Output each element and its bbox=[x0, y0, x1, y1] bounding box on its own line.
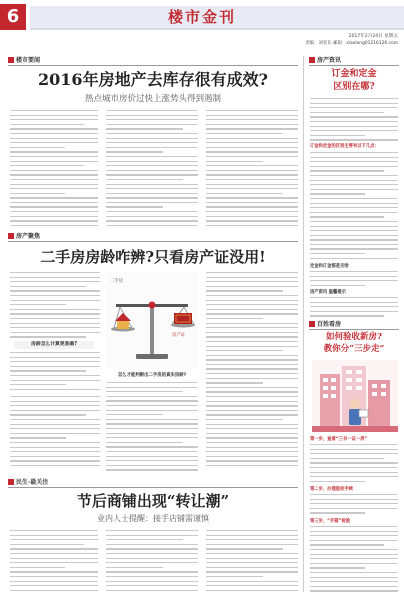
article3-col3-text bbox=[206, 530, 298, 594]
article2-col1-text-end bbox=[10, 396, 100, 472]
right-article1-text-1 bbox=[310, 98, 398, 142]
section-header-encyclopedia: 百姓看房 bbox=[309, 320, 399, 330]
right-article2-title-line1: 如何验收新房? bbox=[326, 332, 382, 342]
section-header-livelihood: 民生·最关注 bbox=[8, 478, 298, 488]
article2-headline: 二手房房龄咋辨?只看房产证没用! bbox=[40, 248, 266, 266]
certificate-label: 房产证 bbox=[172, 333, 186, 338]
right-article2-title-line2: 教你分“三步走” bbox=[323, 344, 385, 354]
article1-col2-text bbox=[106, 110, 198, 226]
article1-col1-text bbox=[10, 110, 98, 226]
right-article1-title-line2: 区别在哪? bbox=[333, 82, 375, 92]
right-article1-text-2 bbox=[310, 152, 398, 262]
article2-inline-title: 房龄怎么计算更准确? bbox=[31, 342, 77, 347]
article1-col3-text bbox=[206, 110, 298, 226]
step1-title: 第一步，查看“三书一证一表” bbox=[310, 437, 368, 442]
step1-text bbox=[310, 444, 398, 484]
article2-col1-text-top bbox=[10, 272, 100, 340]
section-marker-icon bbox=[8, 233, 14, 239]
section-header-house-focus: 房产聚焦 bbox=[8, 232, 298, 242]
article3-headline: 节后商铺出现“转让潮” bbox=[76, 492, 230, 510]
article2-col1-text-bottom bbox=[10, 352, 100, 392]
scale-label: 二手房 bbox=[110, 279, 124, 284]
article1-subheadline: 热点城市房价过快上涨势头得到遏制 bbox=[84, 94, 221, 104]
issue-date: 2017年2月24日 星期五 bbox=[348, 34, 398, 39]
right-article1-note2: 房产资讯 温馨提示 bbox=[310, 290, 346, 295]
article2-col3-text bbox=[206, 272, 298, 472]
right-article1-note1: 定金和订金都是交给 bbox=[310, 264, 349, 269]
building-inspection-icon bbox=[312, 360, 398, 432]
step3-text bbox=[310, 526, 398, 594]
section-marker-icon bbox=[309, 321, 315, 327]
article3-col1-text bbox=[10, 530, 98, 594]
article3-subheadline: 业内人士提醒：接手店铺需谨慎 bbox=[97, 514, 209, 523]
section-header-property-info: 房产资讯 bbox=[309, 56, 399, 66]
article2-mid-title: 怎么才能判断出二手房的真实房龄? bbox=[117, 373, 187, 378]
article2-mid-title-box bbox=[106, 372, 198, 380]
right-article1-inline-title: 订金和定金的区别主要有以下几点： bbox=[310, 144, 379, 149]
column-divider bbox=[303, 56, 304, 592]
article1-headline: 2016年房地产去库存很有成效? bbox=[38, 70, 268, 89]
step3-title: 第三步，“开箱”检验 bbox=[310, 519, 351, 524]
editor-line: 责编：刘亚东 邮箱：xiaolong01216126.com bbox=[305, 41, 398, 46]
section-marker-icon bbox=[309, 57, 315, 63]
scale-illustration-icon bbox=[106, 272, 198, 368]
step2-text bbox=[310, 494, 398, 516]
right-article2-illustration bbox=[312, 360, 398, 432]
right-article1-text-3 bbox=[310, 271, 398, 287]
section-marker-icon bbox=[8, 479, 14, 485]
right-article1-text-4 bbox=[310, 297, 398, 317]
section-title: 楼市金刊 bbox=[167, 8, 236, 26]
section-marker-icon bbox=[8, 57, 14, 63]
right-article1-title-line1: 订金和定金 bbox=[331, 69, 377, 79]
section-header-market-news: 楼市要闻 bbox=[8, 56, 298, 66]
article2-illustration bbox=[106, 272, 198, 368]
article2-inline-title-box bbox=[14, 341, 94, 349]
article2-col2-text bbox=[106, 382, 198, 474]
page-number: 6 bbox=[0, 4, 26, 30]
step2-title: 第二步，办理验收手续 bbox=[310, 487, 353, 492]
article3-col2-text bbox=[106, 530, 198, 594]
